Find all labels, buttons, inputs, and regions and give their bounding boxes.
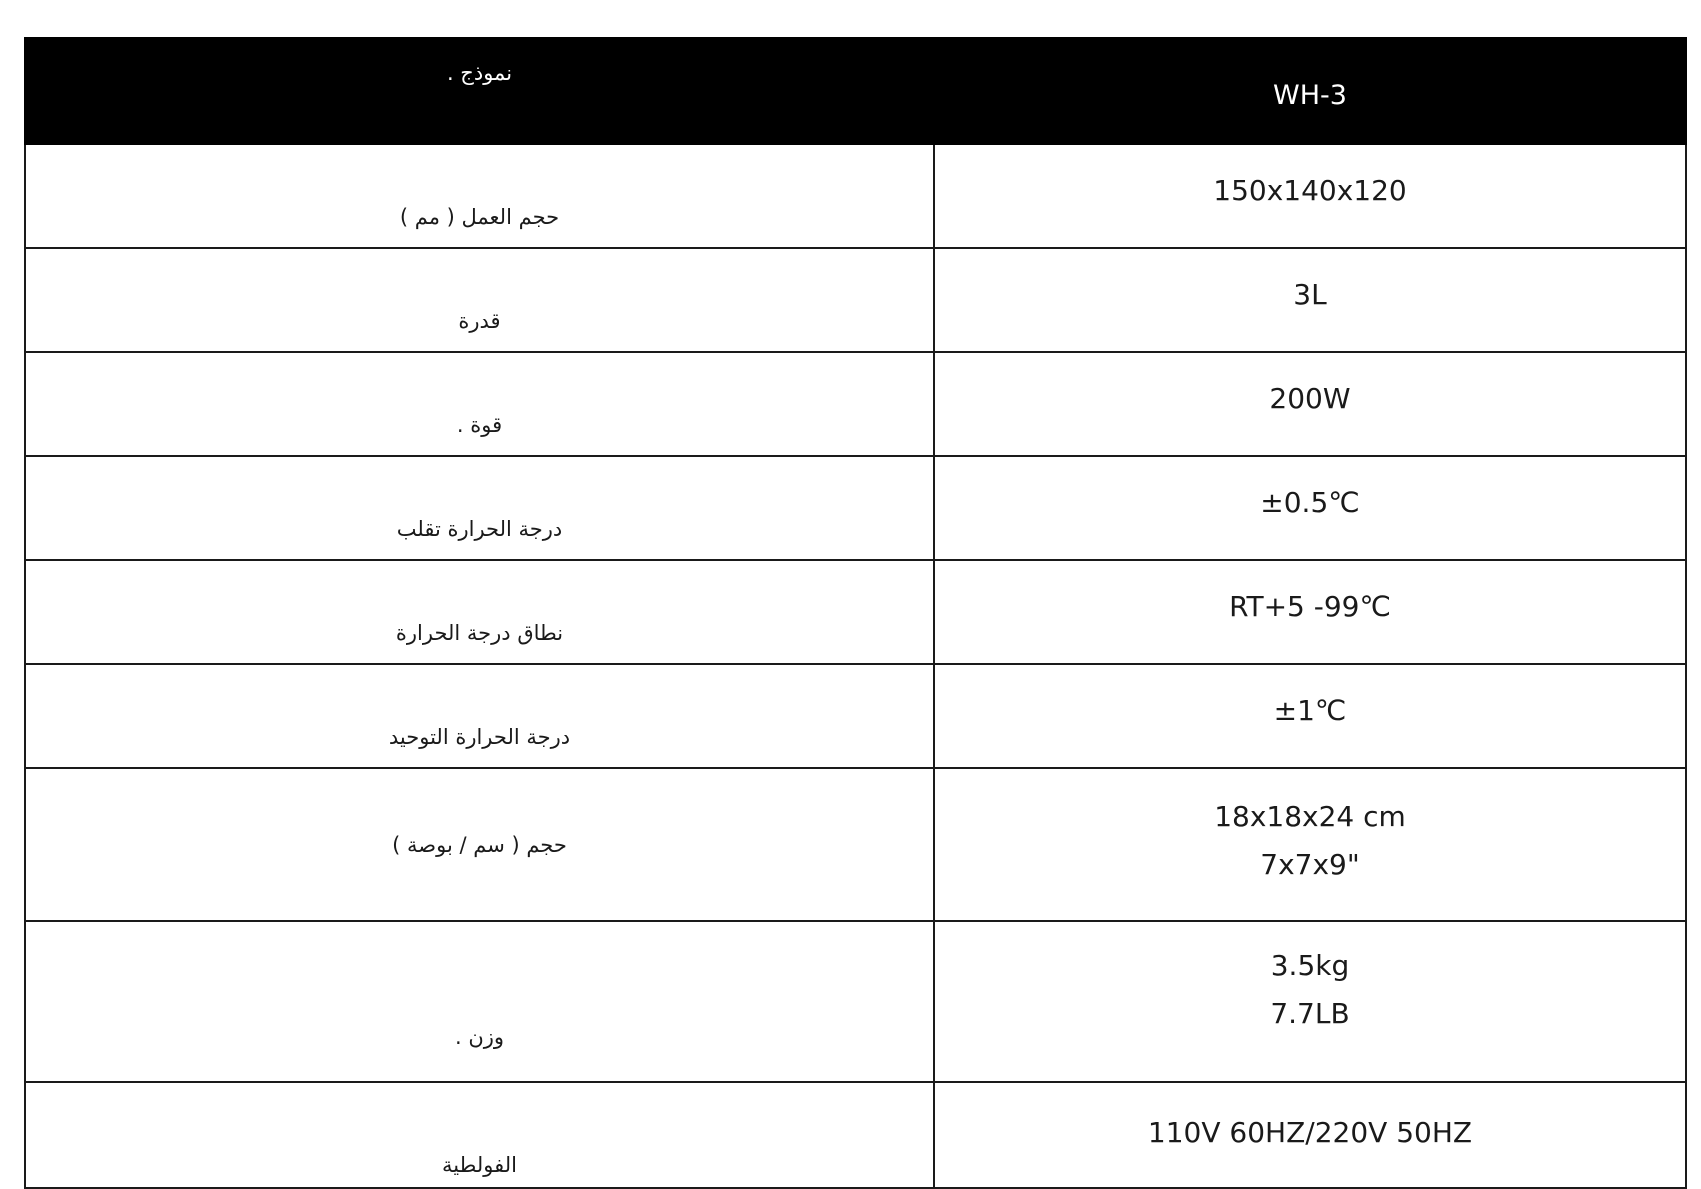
row-value: 110V 60HZ/220V 50HZ	[1147, 1116, 1473, 1149]
table-row	[25, 768, 1686, 921]
row-label: درجة الحرارة التوحيد	[388, 725, 571, 749]
row-label: قدرة	[458, 309, 501, 333]
spec-table	[24, 37, 1687, 1189]
row-value-cell	[934, 560, 1686, 664]
row-label: قوة .	[456, 413, 503, 437]
table-row	[25, 560, 1686, 664]
row-value-cell	[934, 352, 1686, 456]
row-value: RT+5 -99℃	[1229, 590, 1391, 623]
row-value-cell	[934, 1082, 1686, 1188]
row-value-cell	[934, 768, 1686, 921]
table-row	[25, 144, 1686, 248]
row-label: حجم ( سم / بوصة )	[392, 832, 567, 857]
header-label: نموذج .	[446, 61, 513, 85]
row-label-cell	[25, 664, 934, 768]
row-value: ±1℃	[1273, 694, 1347, 727]
header-value-cell	[934, 38, 1686, 144]
table-row	[25, 664, 1686, 768]
row-value: ±0.5℃	[1260, 486, 1360, 519]
row-value-cell	[934, 664, 1686, 768]
row-label-cell	[25, 560, 934, 664]
row-label-cell	[25, 352, 934, 456]
row-value: 150x140x120	[1213, 174, 1407, 207]
table-row	[25, 921, 1686, 1082]
row-value-cell	[934, 248, 1686, 352]
row-value-cell	[934, 144, 1686, 248]
header-label-cell	[25, 38, 934, 144]
row-label-cell	[25, 1082, 934, 1188]
row-value-line-2: 7x7x9"	[1260, 848, 1360, 881]
row-value-cell	[934, 921, 1686, 1082]
row-label-cell	[25, 921, 934, 1082]
row-value-line-1: 18x18x24 cm	[1214, 800, 1406, 833]
table-header-row	[25, 38, 1686, 144]
row-label: وزن .	[454, 1025, 505, 1049]
table-row	[25, 248, 1686, 352]
header-value: WH-3	[1273, 79, 1347, 111]
table-row	[25, 1082, 1686, 1188]
table-row	[25, 456, 1686, 560]
row-value: 3L	[1293, 278, 1327, 311]
row-label: حجم العمل ( مم )	[399, 205, 560, 229]
row-value-cell	[934, 456, 1686, 560]
row-label: نطاق درجة الحرارة	[395, 621, 564, 645]
row-label: الفولطية	[442, 1153, 517, 1177]
row-label-cell	[25, 456, 934, 560]
row-value-line-2: 7.7LB	[1270, 997, 1350, 1030]
row-label-cell	[25, 144, 934, 248]
row-value-line-1: 3.5kg	[1270, 949, 1350, 982]
table-row	[25, 352, 1686, 456]
row-label: درجة الحرارة تقلب	[396, 517, 563, 541]
row-label-cell	[25, 768, 934, 921]
row-value: 200W	[1269, 382, 1351, 415]
row-label-cell	[25, 248, 934, 352]
